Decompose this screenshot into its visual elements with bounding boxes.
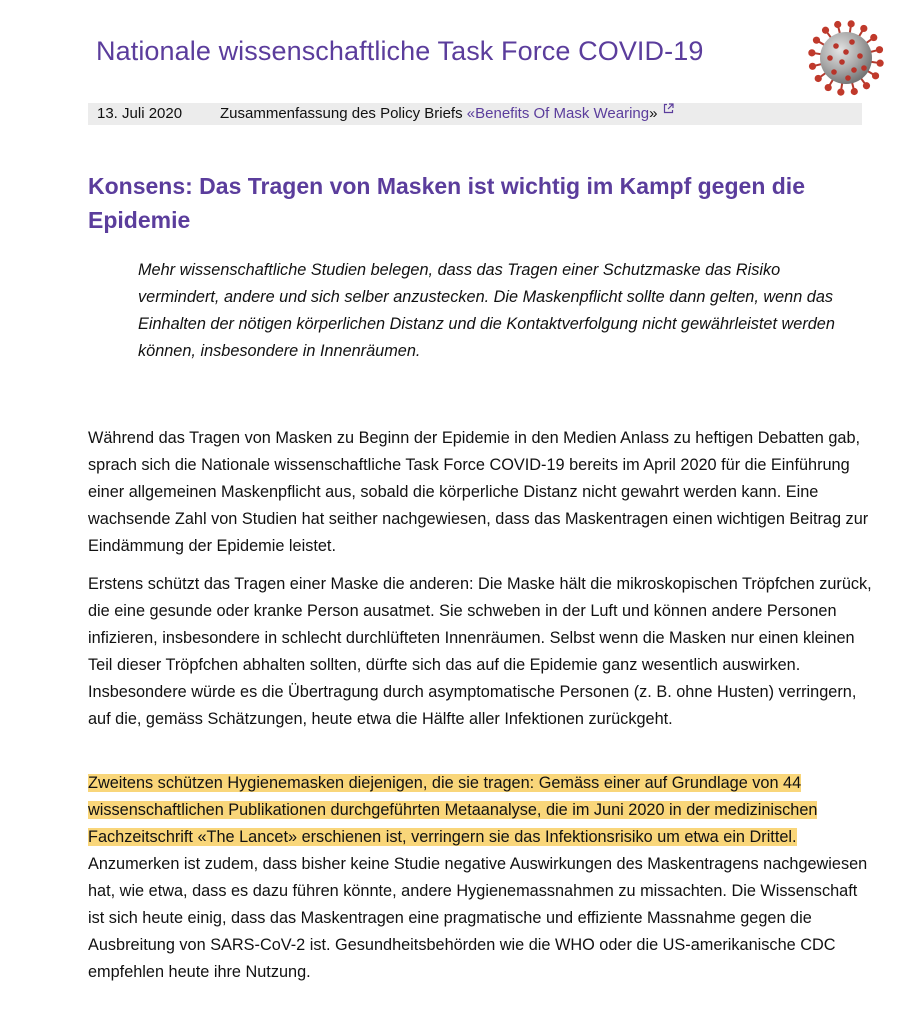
highlighted-passage: Zweitens schützen Hygienemasken diejenigen, die sie tragen: Gemäss einer auf Grundlage von 44 wissenschaftlichen Publikationen durchgeführten Metaanalyse, die im Juni 2020 in der medizinischen Fachzeitschrift «The Lancet» erschienen ist, verringern sie das Infektionsrisiko um etwa ein Drittel. (88, 774, 818, 846)
coronavirus-icon (806, 18, 886, 98)
paragraph-protect-others: Erstens schützt das Tragen einer Maske die anderen: Die Maske hält die mikroskopischen Tröpfchen zurück, die eine gesunde oder kranke Person ausatmet. Sie schweben in der Luft und können andere Personen infizieren, insbesondere in schlecht durchlüfteten Innenräumen. Selbst wenn die Masken nur einen kleinen Teil dieser Tröpfchen abhalten sollten, dürfte sich das auf die Epidemie ganz wesentlich auswirken. Insbesondere würde es die Übertragung durch asymptomatische Personen (z. B. ohne Husten) verringern, auf die, gemäss Schätzungen, heute etwa die Hälfte aller Infektionen zurückgeht. (88, 575, 872, 728)
page-title: Nationale wissenschaftliche Task Force COVID-19 (96, 36, 704, 66)
paragraph-intro: Während das Tragen von Masken zu Beginn der Epidemie in den Medien Anlass zu heftigen Debatten gab, sprach sich die Nationale wissenschaftliche Task Force COVID-19 bereits im April 2020 für die Einführung einer allgemeinen Maskenpflicht aus, sobald die körperliche Distanz nicht gewahrt werden kann. Eine wachsende Zahl von Studien hat seither nachgewiesen, dass das Maskentragen einen wichtigen Beitrag zur Eindämmung der Epidemie leistet. (88, 429, 869, 555)
policy-brief-summary (220, 103, 674, 125)
external-link-icon[interactable] (663, 103, 674, 114)
publication-date: 13. Juli 2020 (97, 105, 183, 122)
meta-bar (88, 103, 862, 125)
paragraph-protect-wearer (88, 770, 878, 986)
summary-label: Zusammenfassung des Policy Briefs (220, 105, 467, 122)
section-heading: Konsens: Das Tragen von Masken ist wichtig im Kampf gegen die Epidemie (88, 173, 805, 233)
closing-quote: » (649, 105, 658, 122)
lead-summary: Mehr wissenschaftliche Studien belegen, dass das Tragen einer Schutzmaske das Risiko vermindert, andere und sich selber anzustecken. Die Maskenpflicht sollte dann gelten, wenn das Einhalten der nötigen körperlichen Distanz und die Kontaktverfolgung nicht gewährleistet werden können, insbesondere in Innenräumen. (138, 261, 835, 360)
policy-brief-link[interactable]: «Benefits Of Mask Wearing (466, 105, 650, 122)
paragraph-continuation: Anzumerken ist zudem, dass bisher keine Studie negative Auswirkungen des Maskentragens nachgewiesen hat, wie etwa, dass es dazu führen könnte, andere Hygienemassnahmen zu missachten. Die Wissenschaft ist sich heute einig, dass das Maskentragen eine pragmatische und effiziente Massnahme gegen die Ausbreitung von SARS-CoV-2 ist. Gesundheitsbehörden wie die WHO oder die US-amerikanische CDC empfehlen heute ihre Nutzung. (88, 855, 868, 981)
